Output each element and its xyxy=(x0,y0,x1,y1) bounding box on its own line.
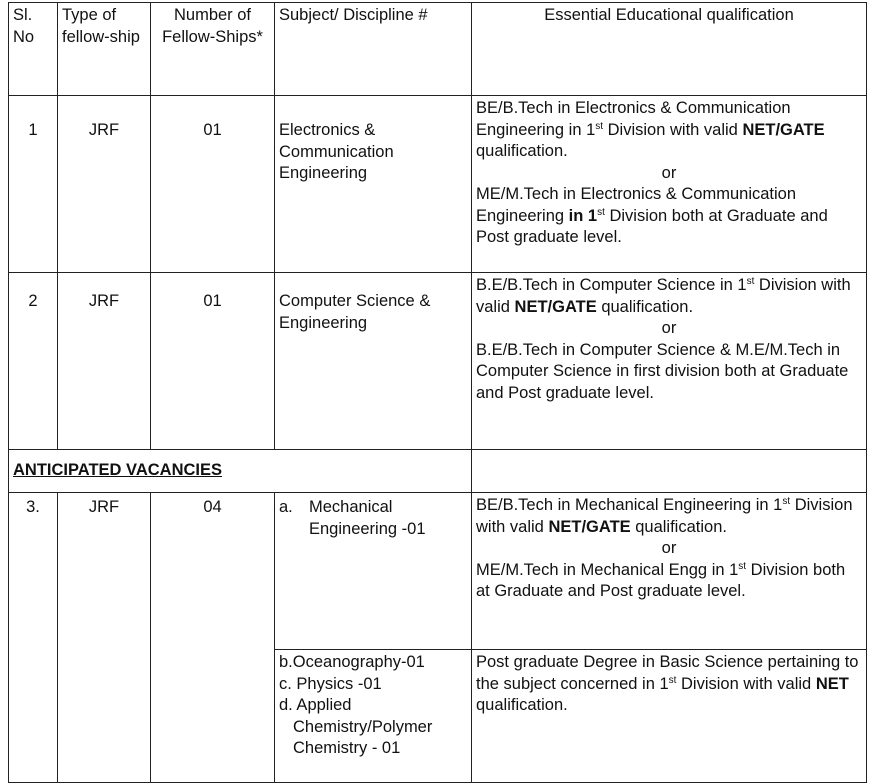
sl-cell: 2 xyxy=(9,273,58,450)
subject-text: Mechanical Engineering -01 xyxy=(309,498,426,538)
qualification-text: Division with valid xyxy=(476,276,851,316)
empty-cell xyxy=(472,450,867,493)
qualification-text: B.E/B.Tech in Computer Science in 1 xyxy=(476,276,747,294)
subject-text: d. Applied xyxy=(279,696,352,714)
table-row xyxy=(9,96,867,273)
header-qualification: Essential Educational qualification xyxy=(472,3,867,96)
table-row xyxy=(9,273,867,450)
header-subject: Subject/ Discipline # xyxy=(275,3,472,96)
anticipated-heading: ANTICIPATED VACANCIES xyxy=(13,461,223,480)
table-row xyxy=(9,493,867,650)
qualification-text: Division with valid xyxy=(476,496,853,536)
qualification-cell xyxy=(472,650,867,783)
qualification-text: Division with valid xyxy=(676,674,816,693)
or-separator: or xyxy=(661,539,677,557)
qualification-bold: NET xyxy=(815,674,849,693)
subject-label: a. xyxy=(279,498,293,516)
qualification-text: Post graduate Degree in Basic Science pertaining to the subject concerned in 1 xyxy=(476,653,859,693)
sl-cell: 3. xyxy=(9,493,58,783)
qualification-bold: in 1 xyxy=(568,206,598,225)
anticipated-row xyxy=(9,450,867,493)
qualification-cell xyxy=(472,493,867,650)
subject-cell: Electronics & Communication Engineering xyxy=(275,96,472,273)
type-cell: JRF xyxy=(58,273,151,450)
qualification-bold: NET/GATE xyxy=(742,120,825,139)
number-cell: 04 xyxy=(151,493,275,783)
qualification-text: B.E/B.Tech in Computer Science & M.E/M.Tech in Computer Science in first division both at Graduate and Post graduate level. xyxy=(476,340,849,402)
ordinal-sup: st xyxy=(595,120,604,132)
qualification-text: BE/B.Tech in Mechanical Engineering in 1 xyxy=(476,496,783,514)
qualification-text: Division both at Graduate and Post graduate level. xyxy=(476,560,846,600)
qualification-text: BE/B.Tech in Electronics & Communication Engineering in 1 xyxy=(476,99,791,139)
qualification-cell xyxy=(472,273,867,450)
sl-cell: 1 xyxy=(9,96,58,273)
ordinal-sup: st xyxy=(782,496,791,507)
subject-text: b.Oceanography-01 xyxy=(279,653,425,671)
subject-cell xyxy=(275,650,472,783)
subject-cell: Computer Science & Engineering xyxy=(275,273,472,450)
qualification-text: qualification. xyxy=(476,142,568,160)
ordinal-sup: st xyxy=(668,674,677,686)
qualification-text: qualification. xyxy=(596,297,694,316)
or-separator: or xyxy=(661,163,677,182)
qualification-text: Division with valid xyxy=(603,120,743,139)
qualification-text: ME/M.Tech in Mechanical Engg in 1 xyxy=(476,560,739,579)
subject-cell xyxy=(275,493,472,650)
header-row xyxy=(9,3,867,96)
qualification-text: ME/M.Tech in Electronics & Communication Engineering xyxy=(476,185,797,225)
header-sl-no: Sl. No xyxy=(9,3,58,96)
type-cell: JRF xyxy=(58,493,151,783)
type-cell: JRF xyxy=(58,96,151,273)
number-cell: 01 xyxy=(151,273,275,450)
anticipated-heading-cell xyxy=(9,450,472,493)
qualification-bold: NET/GATE xyxy=(514,297,597,316)
ordinal-sup: st xyxy=(597,206,605,218)
header-number: Number of Fellow-Ships* xyxy=(151,3,275,96)
or-separator: or xyxy=(661,319,677,337)
ordinal-sup: st xyxy=(746,276,755,287)
qualification-text: qualification. xyxy=(476,696,568,714)
subject-text: c. Physics -01 xyxy=(279,674,382,693)
number-cell: 01 xyxy=(151,96,275,273)
qualification-text: qualification. xyxy=(630,517,727,536)
subject-item xyxy=(279,497,467,540)
qualification-text: Division both at Graduate and Post graduate level. xyxy=(476,206,828,246)
fellowship-table xyxy=(8,2,867,783)
qualification-bold: NET/GATE xyxy=(548,517,631,536)
ordinal-sup: st xyxy=(738,560,747,572)
subject-text: Chemistry/Polymer Chemistry - 01 xyxy=(293,717,433,757)
qualification-cell xyxy=(472,96,867,273)
header-type: Type of fellow-ship xyxy=(58,3,151,96)
